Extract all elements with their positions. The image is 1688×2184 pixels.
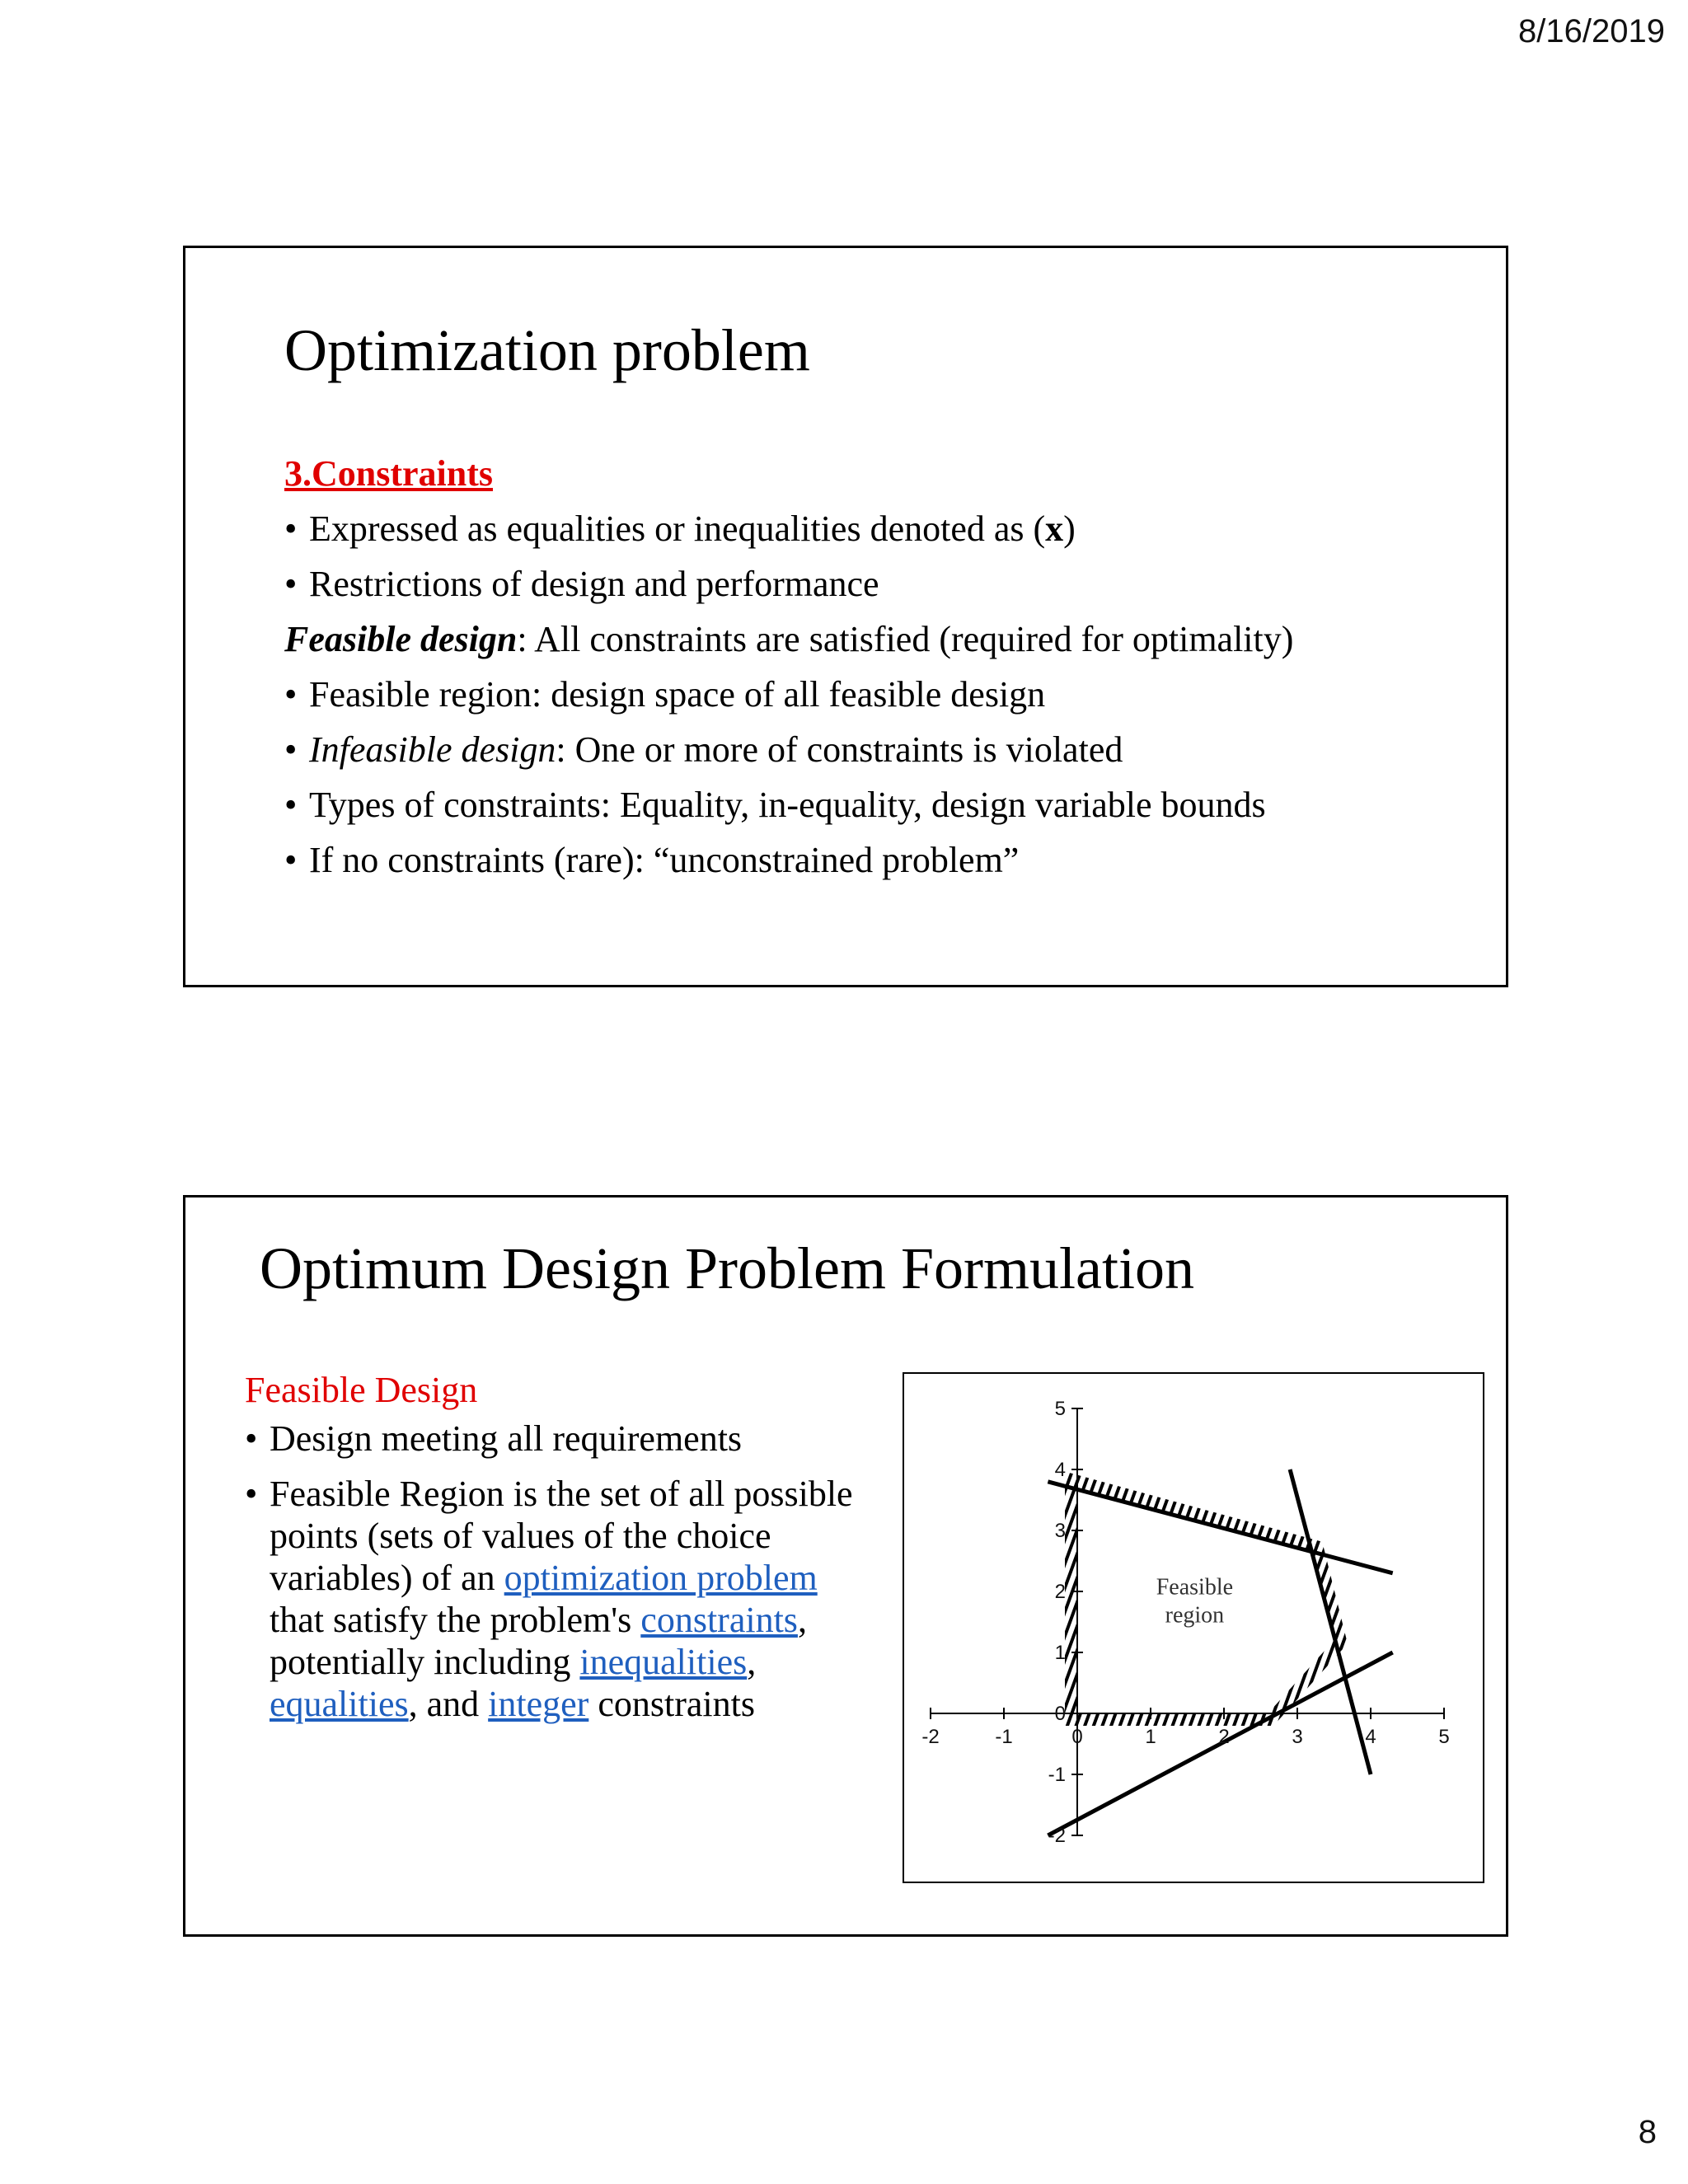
link-inequalities[interactable]: inequalities <box>579 1642 748 1682</box>
feasible-design-definition <box>284 612 1293 667</box>
slide-body <box>245 1362 855 1725</box>
feasible-design-subtitle: Feasible Design <box>245 1370 478 1410</box>
feasible-region-chart <box>903 1372 1484 1883</box>
bullet-text: Feasible region: design space of all feasible design <box>309 674 1046 715</box>
infeasible-term: Infeasible design <box>309 729 556 770</box>
bullet-icon: • <box>284 509 298 549</box>
slide-optimization-problem <box>183 246 1508 987</box>
page-number: 8 <box>1638 2114 1657 2150</box>
x-tick-label: -2 <box>921 1726 940 1748</box>
bullet-text: , and <box>408 1684 489 1724</box>
bullet-feasible-region <box>284 667 1293 722</box>
header-date: 8/16/2019 <box>1518 13 1665 49</box>
bullet-text: , potentially including <box>270 1600 807 1682</box>
bullet-text: Feasible Region is the set of all possible points (sets of values of the choice variables) of an <box>270 1474 853 1598</box>
bullet-restrictions <box>284 556 1293 612</box>
x-tick-label: -1 <box>995 1726 1013 1748</box>
bullet-text: constraints <box>588 1684 755 1724</box>
link-integer[interactable]: integer <box>488 1684 589 1724</box>
vector-x: x <box>1045 509 1064 549</box>
bullet-types <box>284 777 1293 832</box>
feasible-design-text: : All constraints are satisfied (required for optimality) <box>517 619 1294 659</box>
bullet-feasible-region <box>245 1473 855 1725</box>
bullet-text: , <box>747 1642 757 1682</box>
link-equalities[interactable]: equalities <box>270 1684 409 1724</box>
bullet-icon: • <box>245 1474 258 1514</box>
x-tick-label: 1 <box>1145 1726 1156 1748</box>
bullet-expressed <box>284 501 1293 556</box>
feasible-region-label: region <box>1165 1602 1225 1629</box>
chart-svg <box>904 1374 1483 1882</box>
bullet-text: Types of constraints: Equality, in-equality, design variable bounds <box>309 785 1266 825</box>
infeasible-text: : One or more of constraints is violated <box>556 729 1123 770</box>
link-constraints[interactable]: constraints <box>640 1600 798 1640</box>
bullet-icon: • <box>284 785 298 825</box>
x-tick-label: 0 <box>1071 1726 1083 1748</box>
bullet-design-meeting <box>245 1418 855 1460</box>
y-tick-label: 4 <box>1054 1459 1066 1481</box>
feasible-region-label: Feasible <box>1156 1574 1234 1601</box>
x-tick-label: 2 <box>1218 1726 1230 1748</box>
y-tick-label: -2 <box>1048 1825 1066 1847</box>
bullet-text-end: ) <box>1063 509 1076 549</box>
y-tick-label: 2 <box>1054 1581 1066 1603</box>
bullet-icon: • <box>245 1418 258 1459</box>
y-tick-label: -1 <box>1048 1764 1066 1786</box>
slide-optimum-design <box>183 1195 1508 1937</box>
bullet-icon: • <box>284 564 298 604</box>
bullet-infeasible <box>284 722 1293 777</box>
x-tick-label: 4 <box>1365 1726 1376 1748</box>
bullet-icon: • <box>284 729 298 770</box>
bullet-text: that satisfy the problem's <box>270 1600 641 1640</box>
bullet-text: Design meeting all requirements <box>270 1418 743 1459</box>
feasible-design-term: Feasible design <box>284 619 518 659</box>
bullet-text: Expressed as equalities or inequalities denoted as ( <box>309 509 1046 549</box>
bullet-text: Restrictions of design and performance <box>309 564 879 604</box>
slide-title: Optimization problem <box>284 317 810 383</box>
slide-body <box>284 446 1293 888</box>
x-tick-label: 3 <box>1292 1726 1303 1748</box>
constraints-heading: 3.Constraints <box>284 453 494 494</box>
y-tick-label: 0 <box>1054 1703 1066 1725</box>
y-tick-label: 3 <box>1054 1520 1066 1542</box>
x-tick-label: 5 <box>1438 1726 1450 1748</box>
link-optimization-problem[interactable]: optimization problem <box>504 1558 818 1598</box>
bullet-no-constraints <box>284 832 1293 888</box>
bullet-icon: • <box>284 674 298 715</box>
bullet-icon: • <box>284 840 298 880</box>
slide-title: Optimum Design Problem Formulation <box>260 1235 1194 1301</box>
y-tick-label: 5 <box>1054 1398 1066 1420</box>
y-tick-label: 1 <box>1054 1642 1066 1664</box>
bullet-text: If no constraints (rare): “unconstrained problem” <box>309 840 1020 880</box>
